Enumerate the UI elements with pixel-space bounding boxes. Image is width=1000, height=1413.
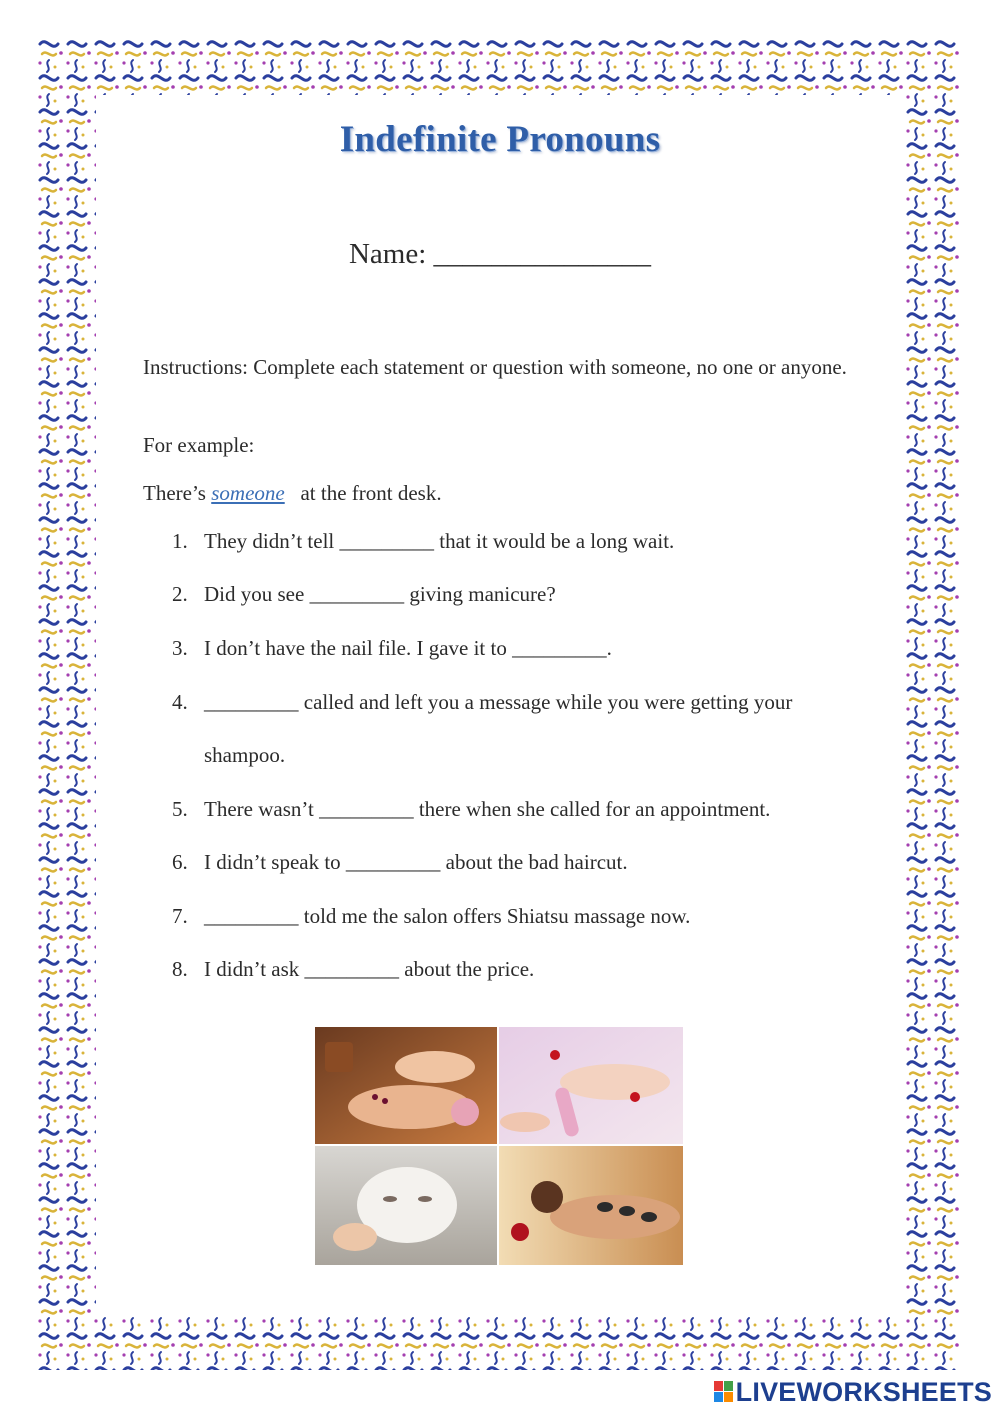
name-field-line: Name: _______________ bbox=[348, 238, 652, 270]
manicure-photo bbox=[499, 1027, 683, 1144]
item-number: 3. bbox=[172, 636, 188, 660]
liveworksheets-logo-icon bbox=[714, 1379, 734, 1405]
example-label: For example: bbox=[143, 433, 255, 457]
item-number: 1. bbox=[172, 529, 188, 553]
brand-name: LIVEWORKSHEETS bbox=[735, 1376, 992, 1407]
item-number: 6. bbox=[172, 850, 188, 874]
example-before: There’s bbox=[143, 481, 212, 505]
liveworksheets-logo bbox=[714, 1377, 992, 1407]
item-text: They didn’t tell _________ that it would be a long wait. bbox=[204, 529, 675, 553]
item-text: There wasn’t _________ there when she called for an appointment. bbox=[204, 797, 771, 821]
page-title: Indefinite Pronouns bbox=[339, 119, 661, 160]
facial-mask-photo bbox=[315, 1146, 497, 1265]
example-answer: someone bbox=[211, 481, 285, 505]
item-text: _________ told me the salon offers Shiatsu massage now. bbox=[204, 904, 691, 928]
item-number: 2. bbox=[172, 582, 188, 606]
item-number: 8. bbox=[172, 957, 188, 981]
item-text: I don’t have the nail file. I gave it to _________. bbox=[204, 636, 612, 660]
hot-stone-massage-photo bbox=[499, 1146, 683, 1265]
instructions-text: Instructions: Complete each statement or question with someone, no one or anyone. bbox=[143, 355, 847, 379]
example-sentence bbox=[143, 478, 442, 509]
example-after: at the front desk. bbox=[284, 481, 442, 505]
pedicure-photo bbox=[315, 1027, 497, 1144]
item-number: 7. bbox=[172, 904, 188, 928]
item-text: _________ called and left you a message while you were getting your shampoo. bbox=[204, 690, 793, 767]
spa-photo-collage bbox=[315, 1027, 683, 1265]
item-number: 5. bbox=[172, 797, 188, 821]
item-number: 4. bbox=[172, 690, 188, 714]
item-text: Did you see _________ giving manicure? bbox=[204, 582, 556, 606]
item-text: I didn’t ask _________ about the price. bbox=[204, 957, 535, 981]
item-text: I didn’t speak to _________ about the bad haircut. bbox=[204, 850, 628, 874]
